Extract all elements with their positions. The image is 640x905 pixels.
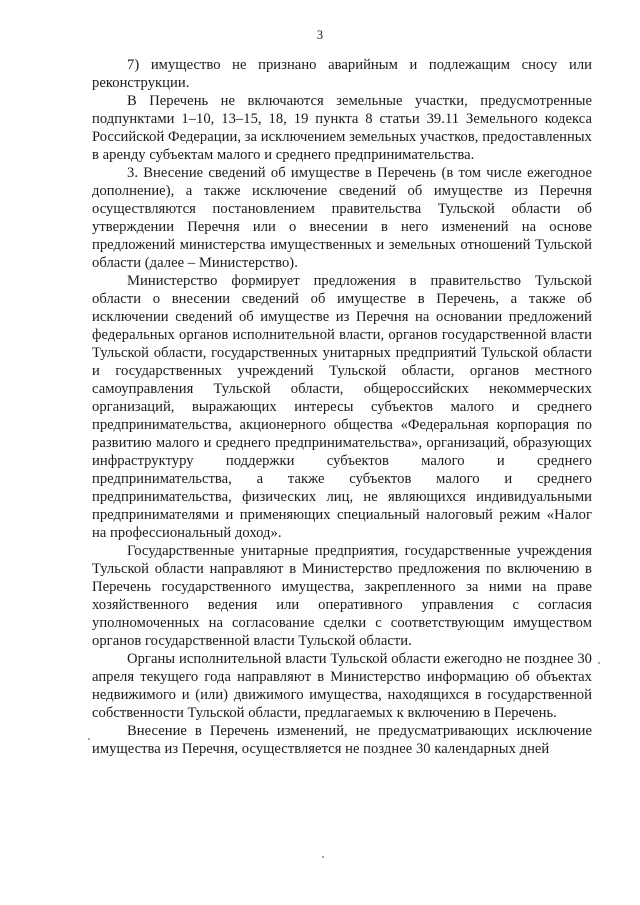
scan-speck [88,738,90,740]
page-number: 3 [316,28,324,42]
scan-speck [598,662,600,664]
document-body [92,56,592,758]
scan-speck [322,856,324,858]
paragraph-state-enterprises: Государственные унитарные предприятия, государственные учреждения Тульской области направляют в Министерство предложения по включению в Перечень государственного имущества, закрепленного за ними на праве хозяйственного ведения или оперативного управления с согласия уполномоченных на согласование сделки с соответствующим имуществом органов государственной власти Тульской области. [92,543,592,649]
paragraph-executive-bodies: Органы исполнительной власти Тульской области ежегодно не позднее 30 апреля текущего года направляют в Министерство информацию об объектах недвижимого и (или) движимого имущества, находящихся в государственной собственности Тульской области, предлагаемых к включению в Перечень. [92,651,592,721]
paragraph-changes: Внесение в Перечень изменений, не предусматривающих исключение имущества из Перечня, осуществляется не позднее 30 календарных дней [92,723,592,757]
paragraph-ministry-proposals: Министерство формирует предложения в правительство Тульской области о внесении сведений об имуществе в Перечень, а также об исключении сведений об имуществе из Перечня на основании предложений федеральных органов исполнительной власти, органов государственной власти Тульской области, государственных унитарных предприятий Тульской области и государственных учреждений Тульской области, органов местного самоуправления Тульской области, общероссийских некоммерческих организаций, выражающих интересы субъектов малого и среднего предпринимательства, акционерного общества «Федеральная корпорация по развитию малого и среднего предпринимательства», организаций, образующих инфраструктуру поддержки субъектов малого и среднего предпринимательства, а также субъектов малого и среднего предпринимательства, физических лиц, не являющихся индивидуальными предпринимателями и применяющих специальный налоговый режим «Налог на профессиональный доход». [92,273,592,541]
paragraph-item-7: 7) имущество не признано аварийным и подлежащим сносу или реконструкции. [92,57,592,91]
paragraph-section-3: 3. Внесение сведений об имуществе в Перечень (в том числе ежегодное дополнение), а также исключение сведений об имуществе из Перечня осуществляются постановлением правительства Тульской области об утверждении Перечня или о внесении в него изменений на основе предложений министерства имущественных и земельных отношений Тульской области (далее – Министерство). [92,165,592,271]
paragraph-excluded-land-plots: В Перечень не включаются земельные участки, предусмотренные подпунктами 1–10, 13–15, 18, 19 пункта 8 статьи 39.11 Земельного кодекса Российской Федерации, за исключением земельных участков, предоставленных в аренду субъектам малого и среднего предпринимательства. [92,93,592,163]
